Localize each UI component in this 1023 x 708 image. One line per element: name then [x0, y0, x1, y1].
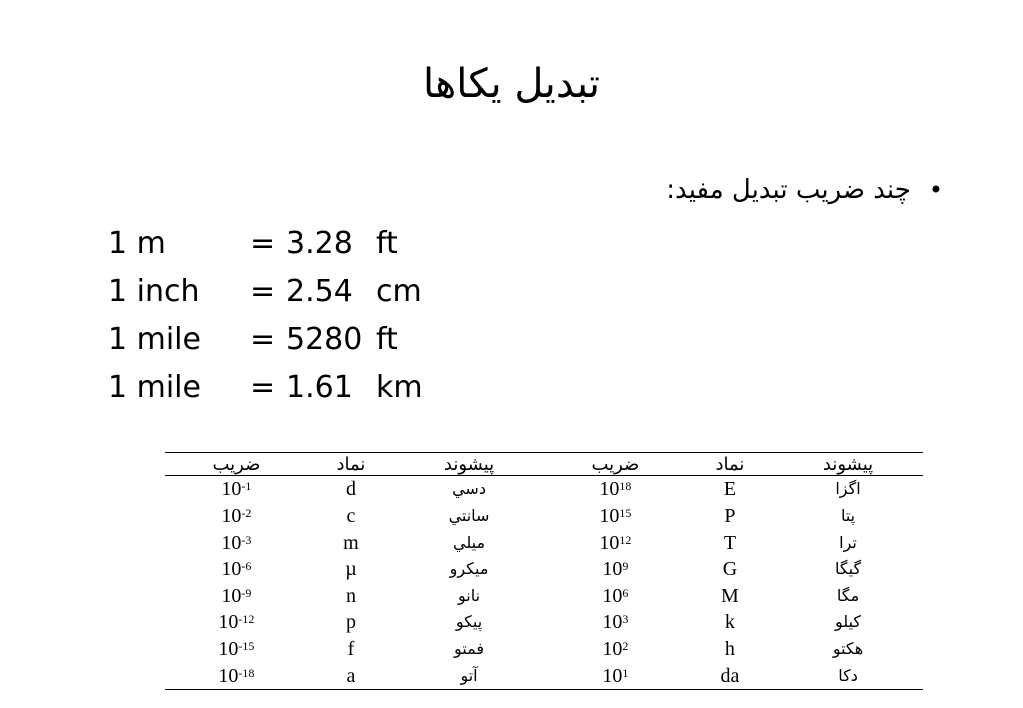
factor-exponent: -3 — [241, 532, 252, 547]
factor-base: 10 — [602, 558, 623, 581]
header-prefix: پیشوند — [773, 453, 923, 476]
symbol-cell: h — [724, 637, 735, 660]
prefix-cell: مگا — [836, 585, 860, 605]
conversion-equals: = — [250, 226, 276, 261]
factor-base: 10 — [221, 504, 242, 527]
bullet-icon: • — [928, 176, 943, 204]
prefix-cell: دكا — [838, 665, 858, 685]
conversion-lhs: 1 mile — [108, 370, 201, 405]
symbol-cell: m — [343, 531, 359, 554]
conversion-value: 2.54 — [286, 274, 353, 309]
symbol-cell: M — [721, 584, 739, 607]
table-row — [165, 582, 923, 609]
factor-cell — [544, 636, 687, 663]
prefix-cell: ميلي — [453, 532, 486, 552]
table-row — [165, 529, 923, 556]
table-row — [165, 476, 923, 503]
prefix-cell: نانو — [458, 585, 481, 605]
header-symbol: نماد — [308, 453, 394, 476]
prefix-cell: فمتو — [454, 638, 485, 658]
table-row — [165, 556, 923, 583]
symbol-cell: T — [723, 531, 737, 554]
prefix-cell: پيكو — [455, 612, 483, 632]
prefix-cell: اگزا — [835, 479, 861, 499]
conversion-lhs: 1 inch — [108, 274, 200, 309]
prefix-cell: سانتي — [448, 505, 490, 525]
factor-cell — [165, 636, 308, 663]
header-symbol: نماد — [687, 453, 773, 476]
prefix-cell: گيگا — [834, 559, 862, 579]
conversion-unit: ft — [376, 322, 398, 357]
conversion-equals: = — [250, 274, 276, 309]
symbol-cell: a — [346, 664, 356, 687]
header-factor: ضریب — [165, 453, 308, 476]
bullet-text: چند ضریب تبدیل مفید: — [666, 175, 911, 205]
prefix-cell: دسي — [452, 479, 486, 499]
symbol-cell: P — [724, 504, 736, 527]
factor-exponent: 2 — [622, 638, 629, 653]
factor-exponent: 12 — [619, 532, 632, 547]
conversion-equals: = — [250, 370, 276, 405]
conversion-unit: cm — [376, 274, 422, 309]
factor-base: 10 — [602, 637, 623, 660]
factor-exponent: 9 — [622, 559, 629, 574]
factor-base: 10 — [602, 611, 623, 634]
factor-base: 10 — [218, 611, 239, 634]
factor-cell — [165, 609, 308, 636]
symbol-cell: n — [345, 584, 356, 607]
conversion-lhs: 1 mile — [108, 322, 201, 357]
factor-base: 10 — [218, 637, 239, 660]
factor-cell — [165, 503, 308, 530]
symbol-cell: p — [345, 611, 356, 634]
table-row — [165, 662, 923, 689]
factor-base: 10 — [602, 664, 623, 687]
conversion-value: 1.61 — [286, 370, 353, 405]
table-row — [165, 609, 923, 636]
factor-cell — [544, 503, 687, 530]
factor-exponent: -15 — [238, 638, 255, 653]
factor-cell — [544, 609, 687, 636]
header-prefix: پیشوند — [394, 453, 544, 476]
prefix-table-container — [165, 452, 923, 690]
factor-cell — [544, 582, 687, 609]
prefix-cell: كيلو — [835, 612, 862, 632]
bullet-item — [666, 172, 943, 208]
header-factor: ضریب — [544, 453, 687, 476]
table-row — [165, 503, 923, 530]
conversion-value: 3.28 — [286, 226, 353, 261]
conversion-unit: ft — [376, 226, 398, 261]
factor-cell — [165, 556, 308, 583]
symbol-cell: E — [723, 478, 737, 501]
prefix-cell: ميكرو — [449, 559, 489, 579]
factor-cell — [165, 529, 308, 556]
factor-cell — [544, 529, 687, 556]
factor-exponent: -1 — [241, 479, 252, 494]
factor-base: 10 — [599, 478, 620, 501]
factor-base: 10 — [221, 531, 242, 554]
prefix-cell: هكتو — [832, 638, 864, 658]
prefix-cell: پتا — [840, 505, 856, 525]
symbol-cell: da — [720, 664, 740, 687]
factor-exponent: -9 — [241, 585, 252, 600]
table-row — [165, 636, 923, 663]
conversion-lhs: 1 m — [108, 226, 166, 261]
table-body — [165, 476, 923, 690]
factor-exponent: -2 — [241, 505, 252, 520]
factor-exponent: 1 — [622, 665, 629, 680]
factor-exponent: -18 — [238, 665, 255, 680]
factor-base: 10 — [221, 478, 242, 501]
symbol-cell: d — [345, 478, 356, 501]
symbol-cell: G — [722, 558, 738, 581]
factor-exponent: 6 — [622, 585, 629, 600]
factor-cell — [165, 476, 308, 503]
factor-exponent: -6 — [241, 559, 252, 574]
symbol-cell: µ — [345, 558, 357, 581]
factor-base: 10 — [602, 584, 623, 607]
factor-base: 10 — [221, 558, 242, 581]
conversion-unit: km — [376, 370, 423, 405]
factor-base: 10 — [599, 531, 620, 554]
prefix-cell: آتو — [460, 665, 478, 685]
factor-base: 10 — [221, 584, 242, 607]
slide-title: تبدیل یکاها — [422, 61, 601, 107]
factor-cell — [544, 476, 687, 503]
factor-exponent: 15 — [619, 505, 632, 520]
factor-base: 10 — [599, 504, 620, 527]
conversion-equals: = — [250, 322, 276, 357]
factor-exponent: 18 — [619, 479, 632, 494]
factor-exponent: -12 — [238, 612, 255, 627]
factor-exponent: 3 — [622, 612, 629, 627]
symbol-cell: f — [347, 637, 355, 660]
factor-cell — [165, 662, 308, 689]
prefix-table — [165, 452, 923, 690]
factor-cell — [544, 662, 687, 689]
table-header-row — [165, 453, 923, 476]
symbol-cell: c — [346, 504, 356, 527]
conversion-value: 5280 — [286, 322, 363, 357]
factor-cell — [165, 582, 308, 609]
symbol-cell: k — [724, 611, 735, 634]
prefix-cell: ترا — [839, 532, 857, 552]
factor-base: 10 — [218, 664, 239, 687]
factor-cell — [544, 556, 687, 583]
